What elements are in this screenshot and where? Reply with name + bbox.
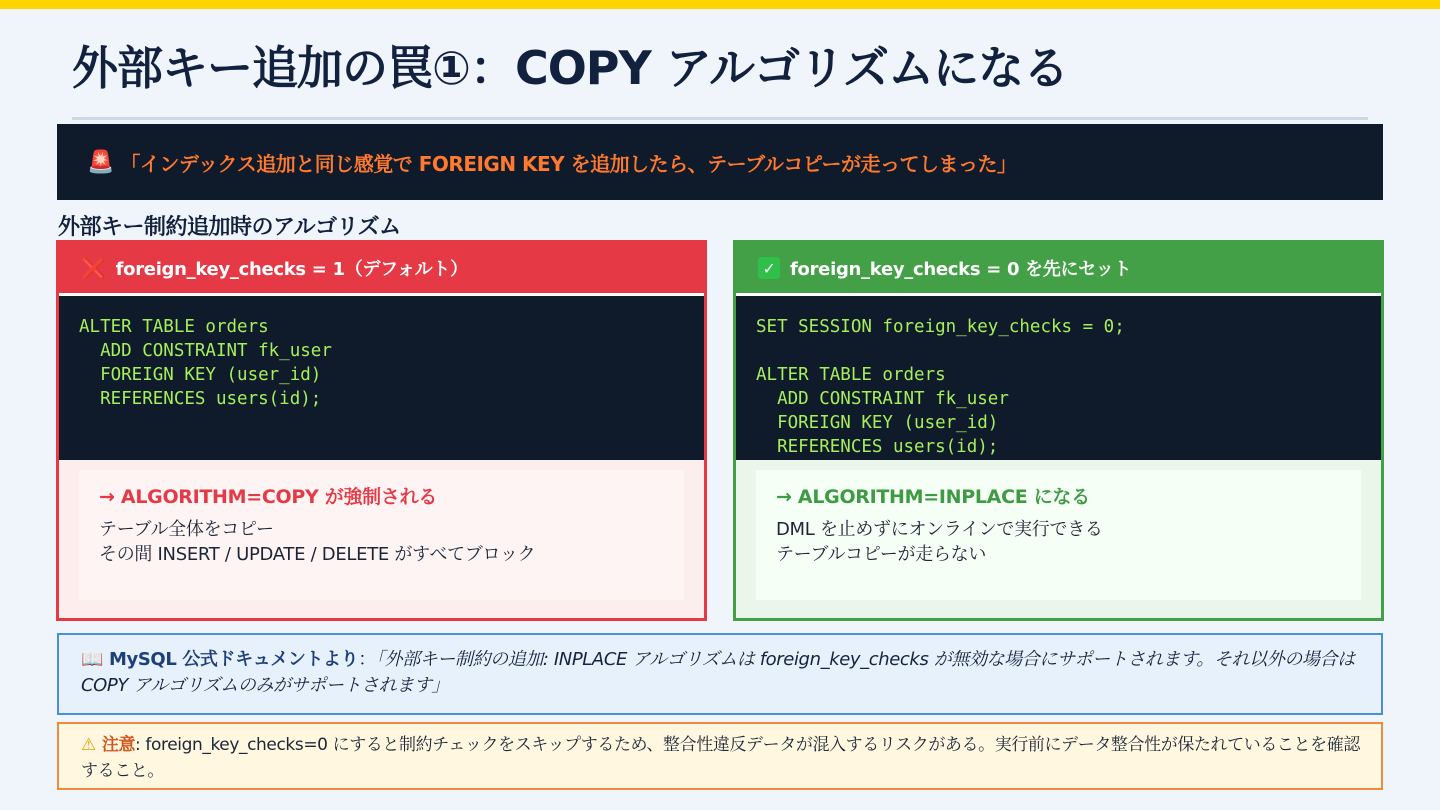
panel-header-label: foreign_key_checks = 1（デフォルト） <box>115 259 468 280</box>
docs-quote-box <box>57 633 1383 715</box>
book-icon: 📖 <box>81 649 104 670</box>
check-icon: ✓ <box>758 257 780 279</box>
panel-header <box>736 243 1381 293</box>
panel-header-label: foreign_key_checks = 0 を先にセット <box>790 259 1132 280</box>
result-area <box>736 460 1381 618</box>
default-checks-panel <box>56 240 707 621</box>
result-title: → ALGORITHM=INPLACE になる <box>776 486 1090 508</box>
top-accent-bar <box>0 0 1440 9</box>
page-title: 外部キー追加の罠①：COPY アルゴリズムになる <box>72 41 1069 95</box>
alert-text: 「インデックス追加と同じ感覚で FOREIGN KEY を追加したら、テーブルコピーが走ってしまった」 <box>120 151 1017 176</box>
warning-label: 注意 <box>101 735 136 755</box>
result-line: テーブルコピーが走らない <box>776 544 987 565</box>
quote-separator: ： <box>358 649 376 670</box>
disabled-checks-panel <box>733 240 1384 621</box>
result-area <box>59 460 704 618</box>
section-title: 外部キー制約追加時のアルゴリズム <box>58 215 401 240</box>
result-box <box>79 470 684 600</box>
panel-header <box>59 243 704 293</box>
result-line: その間 INSERT / UPDATE / DELETE がすべてブロック <box>99 544 536 565</box>
result-line: DML を止めずにオンラインで実行できる <box>776 519 1103 540</box>
warning-box <box>57 722 1383 790</box>
code-block: ALTER TABLE orders ADD CONSTRAINT fk_user FOREIGN KEY (user_id) REFERENCES users(id); <box>59 296 704 460</box>
result-line: テーブル全体をコピー <box>99 519 274 540</box>
result-title: → ALGORITHM=COPY が強制される <box>99 486 437 508</box>
quote-label: MySQL 公式ドキュメントより <box>109 649 359 670</box>
warning-text: foreign_key_checks=0 にすると制約チェックをスキップするため、整合性違反データが混入するリスクがある。実行前にデータ整合性が保たれていることを確認すること。 <box>81 735 1360 781</box>
siren-icon: 🚨 <box>87 149 115 175</box>
code-block: SET SESSION foreign_key_checks = 0; ALTER TABLE orders ADD CONSTRAINT fk_user FOREIGN KEY (user_id) REFERENCES users(id); <box>736 296 1381 460</box>
warning-separator: : <box>135 735 146 755</box>
title-divider <box>72 117 1368 120</box>
result-box <box>756 470 1361 600</box>
cross-icon: ❌ <box>81 256 106 280</box>
warning-icon: ⚠ <box>81 735 96 755</box>
quote-text: 「外部キー制約の追加: INPLACE アルゴリズムは foreign_key_checks が無効な場合にサポートされます。それ以外の場合は COPY アルゴリズムのみがサポートされます」 <box>81 649 1355 696</box>
alert-banner <box>57 124 1383 200</box>
